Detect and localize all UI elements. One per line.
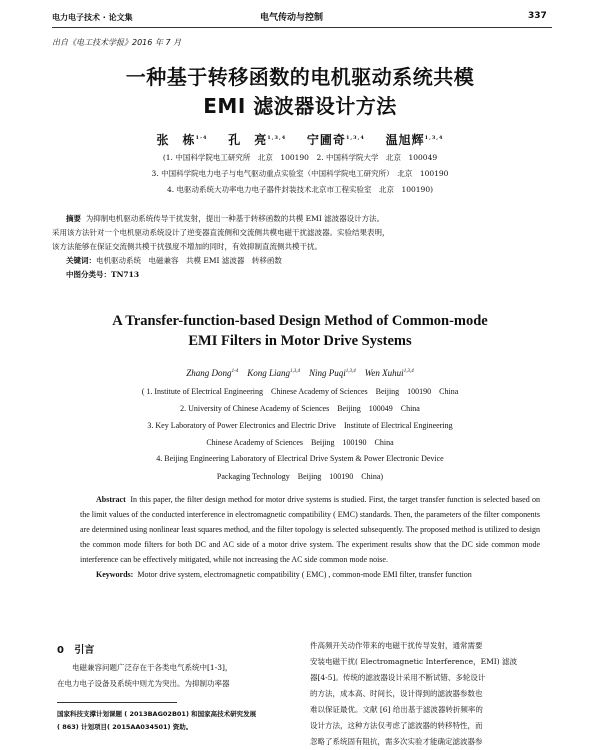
keywords-zh: 关键词：电机驱动系统 电磁兼容 共模 EMI 滤波器 转移函数 [66, 256, 282, 265]
journal-header-left: 电力电子技术 · 论文集 [52, 13, 133, 22]
author-zh-2: 孔 亮$^{1,3,4}$ [228, 133, 287, 147]
author-zh-3: 宁圃奇$^{1,3,4}$ [306, 133, 365, 147]
intro-right-line1: 件高频开关动作带来的电磁干扰传导发射，通常需要 [310, 641, 483, 650]
affiliation-en-6: Packaging Technology Beijing 100190 China) [216, 472, 384, 481]
abstract-zh-line1: 摘要 为抑制电机驱动系统传导干扰发射，提出一种基于转移函数的共模 EMI 滤波器设计方法。 [66, 214, 385, 223]
affiliation-zh-2: 3. 中国科学院电力电子与电气驱动重点实验室（中国科学院电工研究所） 北京 100190 [151, 169, 449, 178]
keywords-en: Keywords: Motor drive system, electromagnetic compatibility ( EMC) , common-mode EMI filter, transfer function [96, 570, 472, 579]
intro-right-line4: 的方法，成本高、时间长，设计得到的滤波器参数也 [310, 689, 483, 698]
title-en-line2: EMI Filters in Motor Drive Systems [188, 333, 412, 349]
section-heading-intro: 0 引言 [57, 645, 95, 656]
title-en-line1: A Transfer-function-based Design Method of Common-mode [112, 313, 488, 329]
affiliation-en-1: ( 1. Institute of Electrical Engineering Chinese Academy of Sciences Beijing 100190 China [141, 387, 459, 396]
intro-left-line1: 电磁兼容问题广泛存在于各类电气系统中[1-3]， [72, 663, 233, 672]
title-zh-line2: EMI 滤波器设计方法 [203, 94, 397, 118]
author-zh-1: 张 栋$^{1-4}$ [156, 133, 208, 147]
clc-number: 中图分类号：TN713 [66, 270, 140, 279]
abstract-en-label: Abstract [96, 495, 126, 504]
intro-right-line6: 设计方法，这种方法仅考虑了滤波器的转移特性，而 [310, 721, 483, 730]
author-en-3: Ning Puqi$^{1,3,4}$ [309, 368, 356, 378]
authors-en [0, 368, 600, 378]
author-zh-4: 温旭辉$^{1,3,4}$ [385, 133, 444, 147]
footnote-line1: 国家科技支撑计划课题 ( 2013BAG02B01) 和国家高技术研究发展 [57, 710, 257, 718]
intro-right-line3: 器[4-5]。传统的滤波器设计采用不断试错、多轮设计 [310, 673, 486, 682]
abstract-zh [52, 212, 552, 282]
footnote-line2: ( 863) 计划项目( 2015AA034501) 资助。 [57, 723, 193, 731]
author-en-4: Wen Xuhui$^{1,3,4}$ [364, 368, 414, 378]
source-note: 出自《电工技术学报》2016 年 7 月 [52, 38, 182, 47]
abstract-zh-line2: 采用该方法针对一个电机驱动系统设计了逆变器直流侧和交流侧共模电磁干扰滤波器。实验结果表明， [52, 228, 390, 237]
intro-right-line7: 忽略了系统固有阻抗，需多次实验才能确定滤波器参 [310, 737, 483, 746]
affiliation-en-2: 2. University of Chinese Academy of Sciences Beijing 100049 China [180, 404, 420, 413]
intro-left-column [57, 660, 301, 692]
affiliation-en-5: 4. Beijing Engineering Laboratory of Electrical Drive System & Power Electronic Device [156, 454, 444, 463]
intro-right-line5: 难以保证最优。文献 [6] 给出基于滤波器转折频率的 [310, 705, 483, 714]
author-en-2: Kong Liang$^{1,3,4}$ [247, 368, 300, 378]
abstract-zh-label: 摘要 [66, 214, 81, 223]
footnote [57, 708, 307, 734]
affiliation-en-4: Chinese Academy of Sciences Beijing 100190 China [206, 438, 394, 447]
title-zh-line1: 一种基于转移函数的电机驱动系统共模 [125, 65, 475, 89]
author-en-1: Zhang Dong$^{1-4}$ [186, 368, 239, 378]
authors-zh [0, 131, 600, 148]
footnote-rule [57, 702, 177, 703]
header-rule [52, 27, 552, 28]
intro-right-column [310, 638, 552, 750]
running-header-center: 电气传动与控制 [260, 13, 324, 23]
affiliation-zh-3: 4. 电驱动系统大功率电力电子器件封装技术北京市工程实验室 北京 100190) [166, 185, 434, 194]
intro-left-line2: 在电力电子设备及系统中则尤为突出。为抑制功率器 [57, 679, 230, 688]
abstract-zh-line3: 该方法能够在保证交流侧共模干扰强度不增加的同时，有效抑制直流侧共模干扰。 [52, 242, 322, 251]
page-number: 337 [528, 11, 547, 21]
abstract-en [80, 492, 540, 582]
intro-right-line2: 安装电磁干扰( Electromagnetic Interference，EMI) 滤波 [310, 657, 518, 666]
affiliation-zh-1: (1. 中国科学院电工研究所 北京 100190 2. 中国科学院大学 北京 100049 [162, 153, 438, 162]
abstract-en-text: In this paper, the filter design method for motor drive systems is studied. First, the target transfer function is selected based on the limit values of the conducted interference in electromagnetic compatibility ( EMC) standards. Then, the parameters of the filter components are determined using nonlinear least squares method, and the filter topology is selected subsequently. The proposed method is utilized to design the common mode filters for both DC and AC side of a motor drive system. The experiment results show that the DC side common mode interference can be effectively mitigated, while not increasing the AC side common mode noise. [80, 495, 540, 564]
affiliation-en-3: 3. Key Laboratory of Power Electronics and Electric Drive Institute of Electrical Engineering [147, 421, 453, 430]
